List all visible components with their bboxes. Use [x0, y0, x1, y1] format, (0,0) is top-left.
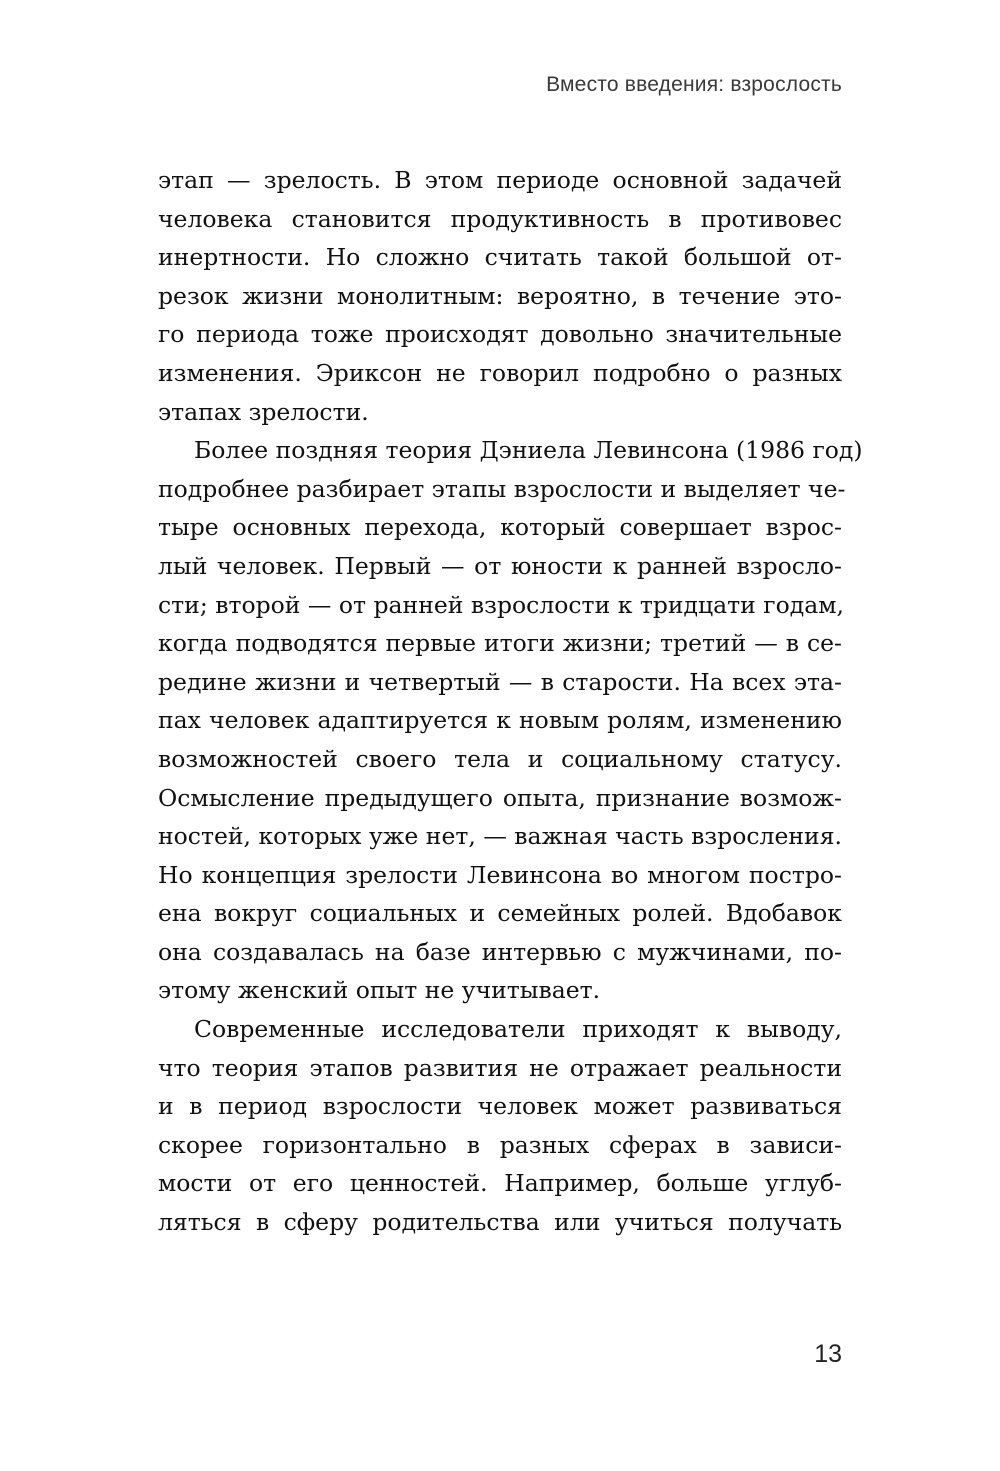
body-text — [158, 161, 863, 1242]
text-line: что теория этапов развития не отражает реальности — [158, 1053, 842, 1082]
text-line: пах человек адаптируется к новым ролям, изменению — [158, 706, 842, 735]
paragraph-3 — [158, 1010, 842, 1242]
text-line: изменения. Эриксон не говорил подробно о разных — [158, 358, 842, 387]
text-line: скорее горизонтально в разных сферах в зависи- — [158, 1130, 842, 1159]
text-line: и в период взрослости человек может развиваться — [158, 1092, 842, 1121]
text-line: человека становится продуктивность в противовес — [158, 204, 842, 233]
running-header: Вместо введения: взрослость — [546, 73, 842, 96]
text-line: редине жизни и четвертый — в старости. На всех эта- — [158, 667, 842, 696]
page-number: 13 — [814, 1340, 842, 1368]
text-line: подробнее разбирает этапы взрослости и выделяет че- — [158, 474, 846, 503]
text-line: Осмысление предыдущего опыта, признание возмож- — [158, 783, 842, 812]
text-line: тыре основных перехода, который совершает взрос- — [158, 513, 842, 542]
text-line: Современные исследователи приходят к выводу, — [194, 1015, 842, 1044]
text-line: сти; второй — от ранней взрослости к тридцати годам, — [158, 590, 844, 619]
text-line: когда подводятся первые итоги жизни; третий — в се- — [158, 629, 842, 658]
text-line: Но концепция зрелости Левинсона во многом постро- — [158, 860, 842, 889]
text-line: мости от его ценностей. Например, больше углуб- — [158, 1169, 842, 1198]
text-line: этапах зрелости. — [158, 397, 369, 426]
text-line: го периода тоже происходят довольно значительные — [158, 320, 842, 349]
paragraph-1 — [158, 161, 842, 431]
text-line: лый человек. Первый — от юности к ранней взросло- — [158, 551, 842, 580]
text-line: инертности. Но сложно считать такой большой от- — [158, 243, 842, 272]
text-line: ена вокруг социальных и семейных ролей. Вдобавок — [158, 899, 842, 928]
text-line: этап — зрелость. В этом периоде основной задачей — [158, 166, 842, 194]
paragraph-2 — [158, 431, 863, 1010]
text-line: возможностей своего тела и социальному статусу. — [158, 744, 842, 773]
text-line: этому женский опыт не учитывает. — [158, 976, 601, 1005]
text-line: она создавалась на базе интервью с мужчинами, по- — [158, 937, 842, 966]
text-line: ляться в сферу родительства или учиться получать — [158, 1208, 842, 1237]
text-line: Более поздняя теория Дэниела Левинсона (1986 год) — [194, 436, 863, 465]
text-line: резок жизни монолитным: вероятно, в течение это- — [158, 281, 842, 310]
text-line: ностей, которых уже нет, — важная часть взросления. — [158, 822, 842, 851]
